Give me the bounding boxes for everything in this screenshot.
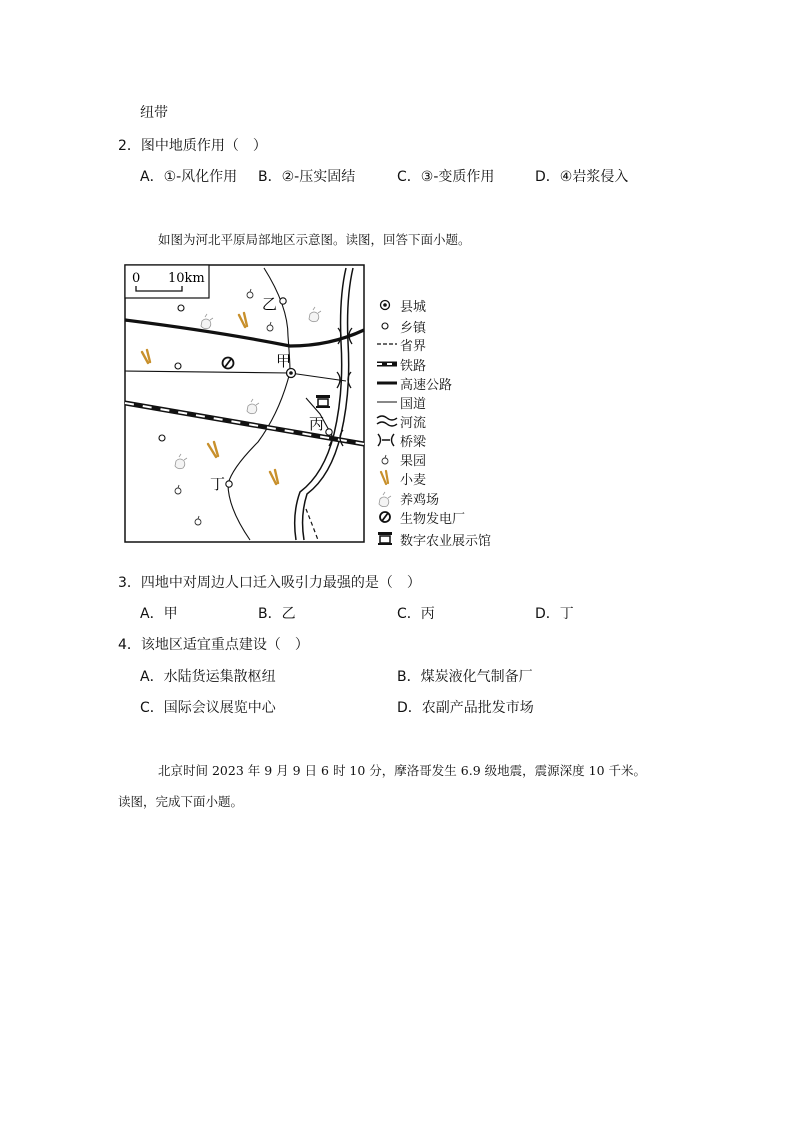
scale-zero: 0 <box>132 271 141 286</box>
legend-province-border <box>376 335 426 353</box>
q3-option-c[interactable]: C．丙 <box>397 606 435 622</box>
q4-option-c[interactable]: C．国际会议展览中心 <box>140 700 276 716</box>
legend-label: 小麦 <box>400 472 427 488</box>
q4-option-b[interactable]: B．煤炭液化气制备厂 <box>397 669 533 685</box>
earthquake-intro-line-1: 北京时间 2023 年 9 月 9 日 6 时 10 分，摩洛哥发生 6.9 级地震，震源深度 10 千米。 <box>158 763 646 778</box>
legend-label: 县城 <box>400 299 427 315</box>
township-yi <box>280 298 286 304</box>
railway-icon <box>376 355 398 373</box>
legend-digital-agriculture-hall <box>376 530 491 548</box>
legend-label: 生物发电厂 <box>400 511 466 527</box>
question-4-stem: 4．该地区适宜重点建设（ ） <box>118 637 309 653</box>
q2-option-b[interactable]: B．②-压实固结 <box>258 169 356 185</box>
digital-agriculture-hall-icon <box>376 530 398 548</box>
township-ding <box>226 481 232 487</box>
earthquake-intro-line-2: 读图，完成下面小题。 <box>118 794 244 809</box>
legend-label: 桥梁 <box>400 434 427 450</box>
legend-label: 数字农业展示馆 <box>400 533 492 549</box>
map-intro: 如图为河北平原局部地区示意图。读图，回答下面小题。 <box>158 232 471 247</box>
county-seat-icon <box>376 296 398 314</box>
legend-railway <box>376 355 426 373</box>
q2-option-d[interactable]: D．④岩浆侵入 <box>535 169 629 185</box>
legend-orchard <box>376 450 426 468</box>
legend-chicken-farm <box>376 489 439 507</box>
q2-option-a[interactable]: A．①-风化作用 <box>140 169 238 185</box>
legend-label: 养鸡场 <box>400 492 440 508</box>
question-3-stem: 3．四地中对周边人口迁入吸引力最强的是（ ） <box>118 575 421 591</box>
river-icon <box>376 412 398 430</box>
q3-option-a[interactable]: A．甲 <box>140 606 178 622</box>
township <box>178 305 184 311</box>
place-bing: 丙 <box>309 415 325 433</box>
township <box>159 435 165 441</box>
province-border-icon <box>376 335 398 353</box>
legend-national-road <box>376 393 426 411</box>
expressway-icon <box>376 374 398 392</box>
legend-label: 省界 <box>400 338 427 354</box>
question-2-stem: 2．图中地质作用（ ） <box>118 138 267 154</box>
legend-label: 铁路 <box>400 358 427 374</box>
chicken-farm-icon <box>376 489 398 507</box>
township-icon <box>376 317 398 335</box>
legend-township <box>376 317 426 335</box>
bridge-icon <box>376 431 398 449</box>
scale-label: 10km <box>168 271 205 286</box>
legend-label: 河流 <box>400 415 427 431</box>
legend-county-seat <box>376 296 426 314</box>
township <box>175 363 181 369</box>
q4-option-d[interactable]: D．农副产品批发市场 <box>397 700 534 716</box>
place-jia: 甲 <box>276 352 292 370</box>
wheat-icon <box>376 469 398 487</box>
place-yi: 乙 <box>262 295 278 313</box>
legend-label: 乡镇 <box>400 320 427 336</box>
q4-option-a[interactable]: A．水陆货运集散枢纽 <box>140 669 276 685</box>
q2-option-c[interactable]: C．③-变质作用 <box>397 169 495 185</box>
legend-label: 国道 <box>400 396 427 412</box>
text-fragment: 纽带 <box>140 105 168 121</box>
legend-bridge <box>376 431 426 449</box>
legend-label: 高速公路 <box>400 377 453 393</box>
legend-label: 果园 <box>400 453 427 469</box>
bio-power-plant-icon <box>376 508 398 526</box>
township-bing <box>326 429 332 435</box>
q3-option-d[interactable]: D．丁 <box>535 606 574 622</box>
legend-bio-power-plant <box>376 508 465 526</box>
legend-expressway <box>376 374 452 392</box>
legend-river <box>376 412 426 430</box>
national-road-icon <box>376 393 398 411</box>
q3-option-b[interactable]: B．乙 <box>258 606 296 622</box>
legend-wheat <box>376 469 426 487</box>
place-ding: 丁 <box>210 475 226 493</box>
map-figure <box>120 262 368 544</box>
orchard-icon <box>376 450 398 468</box>
